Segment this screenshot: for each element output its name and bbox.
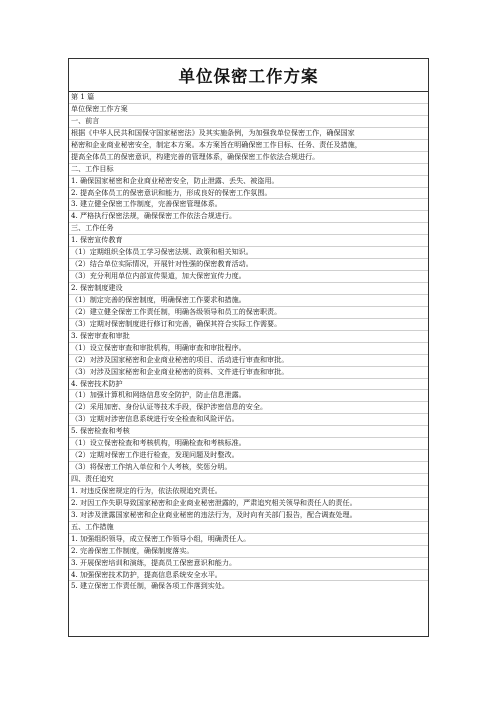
document-line: （3）定期对涉密信息系统进行安全检查和风险评估。 (69, 414, 428, 426)
document-line: 根据《中华人民共和国保守国家秘密法》及其实施条例，为加强我单位保密工作，确保国家 (69, 128, 428, 140)
document-line: 2. 保密制度建设 (69, 283, 428, 295)
document-line: 2. 对因工作失职导致国家秘密和企业商业秘密泄露的，严肃追究相关领导和责任人的责任。 (69, 498, 428, 510)
document-line: （3）将保密工作纳入单位和个人考核，奖惩分明。 (69, 462, 428, 474)
document-line: （1）设立保密检查和考核机构，明确检查和考核标准。 (69, 438, 428, 450)
document-line: 第 1 篇 (69, 92, 428, 104)
document-line: （3）定期对保密制度进行修订和完善，确保其符合实际工作需要。 (69, 319, 428, 331)
document-title: 单位保密工作方案 (69, 59, 428, 92)
document-line: 1. 加强组织领导，成立保密工作领导小组，明确责任人。 (69, 534, 428, 546)
document-line: （1）设立保密审查和审批机构，明确审查和审批程序。 (69, 343, 428, 355)
document-line: 3. 建立健全保密工作制度，完善保密管理体系。 (69, 199, 428, 211)
document-line: （3）对涉及国家秘密和企业商业秘密的资料、文件进行审查和审批。 (69, 367, 428, 379)
document-line: 4. 加强保密技术防护，提高信息系统安全水平。 (69, 570, 428, 582)
document-line: 一、前言 (69, 116, 428, 128)
document-line: 1. 保密宣传教育 (69, 235, 428, 247)
document-line: （1）加强计算机和网络信息安全防护，防止信息泄露。 (69, 390, 428, 402)
document-line: （2）定期对保密工作进行检查，发现问题及时整改。 (69, 450, 428, 462)
document-line: （1）制定完善的保密制度，明确保密工作要求和措施。 (69, 295, 428, 307)
document-line: 5. 保密检查和考核 (69, 426, 428, 438)
document-line: 2. 提高全体员工的保密意识和能力，形成良好的保密工作氛围。 (69, 188, 428, 200)
document-line: 单位保密工作方案 (69, 104, 428, 116)
document-line: 4. 严格执行保密法规，确保保密工作依法合规进行。 (69, 211, 428, 223)
document-line: 1. 对违反保密规定的行为，依法依规追究责任。 (69, 486, 428, 498)
document-line: 2. 完善保密工作制度，确保制度落实。 (69, 546, 428, 558)
document-line: 5. 建立保密工作责任制，确保各项工作落到实处。 (71, 581, 229, 591)
document-line: （2）结合单位实际情况，开展针对性强的保密教育活动。 (69, 259, 428, 271)
document-table (68, 58, 429, 637)
document-line: （3）充分利用单位内部宣传渠道，加大保密宣传力度。 (69, 271, 428, 283)
document-line: 3. 保密审查和审批 (69, 331, 428, 343)
document-line: 二、工作目标 (69, 164, 428, 176)
document-line: 四、责任追究 (69, 474, 428, 486)
document-line: 五、工作措施 (69, 522, 428, 534)
document-line: 秘密和企业商业秘密安全，制定本方案。本方案旨在明确保密工作目标、任务、责任及措施， (69, 140, 428, 152)
document-body (69, 92, 428, 592)
document-line: 1. 确保国家秘密和企业商业秘密安全，防止泄露、丢失、被盗用。 (69, 176, 428, 188)
document-line: 三、工作任务 (69, 223, 428, 235)
document-line: 3. 对涉及泄露国家秘密和企业商业秘密的违法行为，及时向有关部门报告，配合调查处理。 (69, 510, 428, 522)
document-line: （2）采用加密、身份认证等技术手段，保护涉密信息的安全。 (69, 402, 428, 414)
document-line: （1）定期组织全体员工学习保密法规、政策和相关知识。 (69, 247, 428, 259)
document-line: （2）对涉及国家秘密和企业商业秘密的项目、活动进行审查和审批。 (69, 355, 428, 367)
document-line: （2）建立健全保密工作责任制，明确各级领导和员工的保密职责。 (69, 307, 428, 319)
document-line: 4. 保密技术防护 (69, 379, 428, 391)
document-line: 提高全体员工的保密意识，构建完善的管理体系，确保保密工作依法合规进行。 (69, 152, 428, 164)
document-line: 3. 开展保密培训和演练，提高员工保密意识和能力。 (69, 558, 428, 570)
